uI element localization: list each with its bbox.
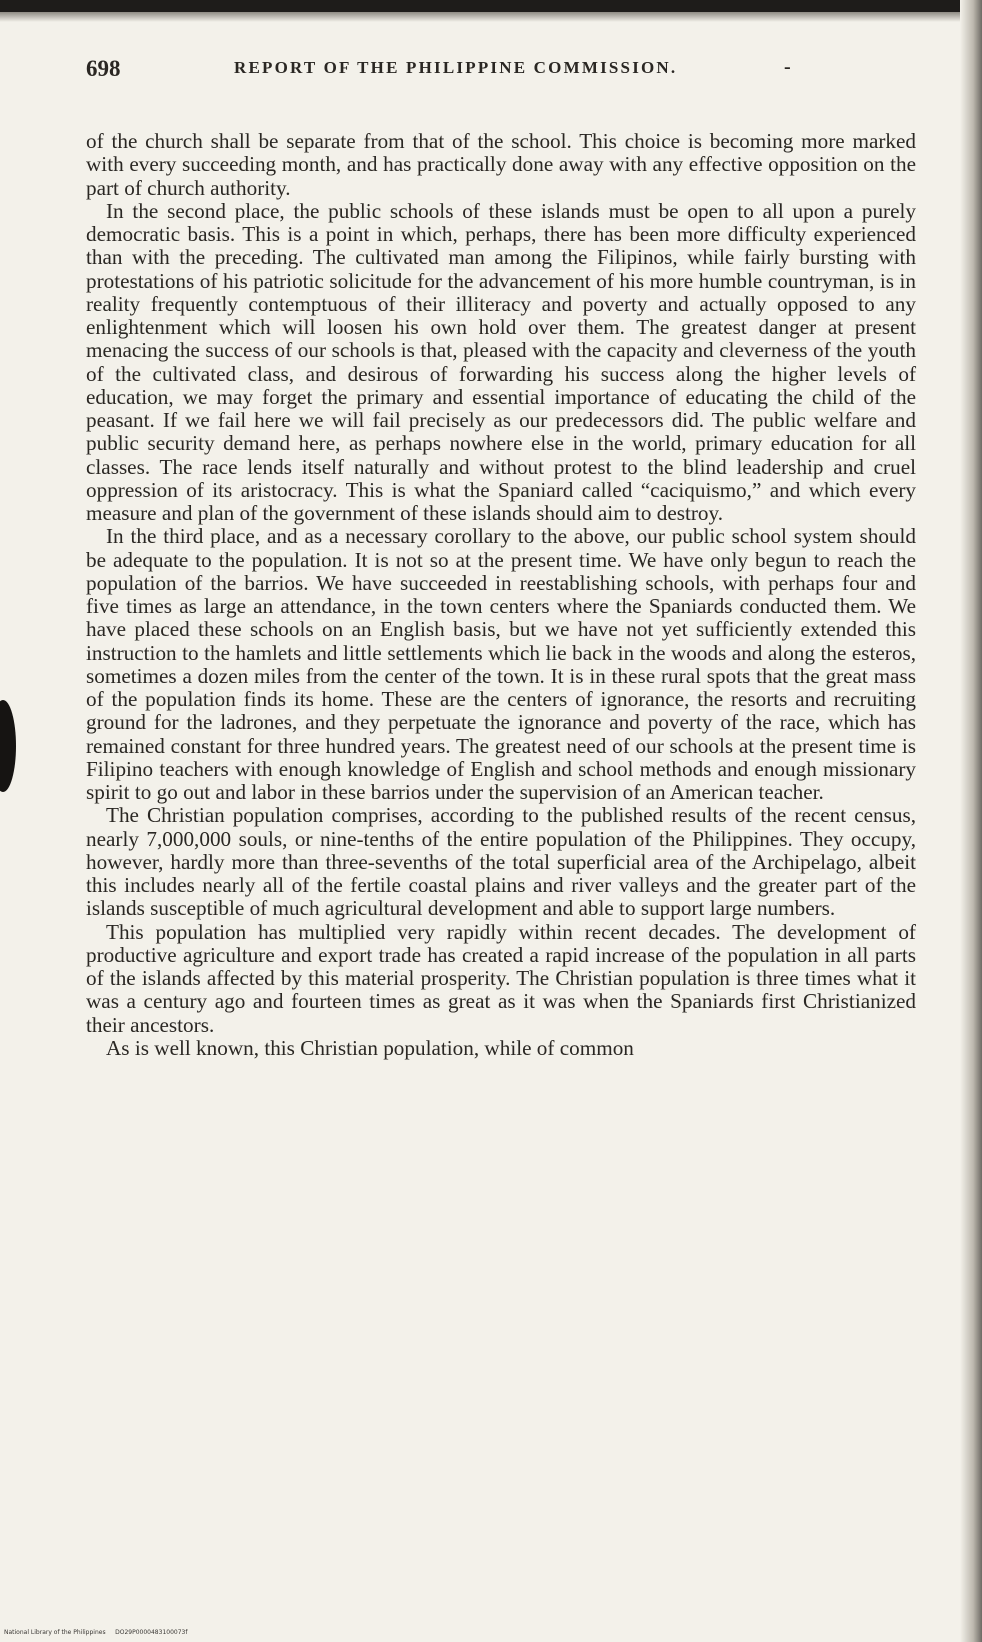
page-right-edge-shadow [960, 0, 982, 1642]
scan-top-shadow [0, 12, 982, 22]
paragraph-common-origin: As is well known, this Christian population, while of common [106, 1035, 634, 1060]
running-header [86, 56, 916, 96]
paragraph-christian-population: The Christian population comprises, according to the published results of the recent census, nearly 7,000,000 souls, or nine-tenths of the entire population of the Philippines. They occupy, however, hardly more than three-sevenths of the total superficial area of the Archipelago, albeit this includes nearly all of the fertile coastal plains and river valleys and the greater part of the islands susceptible of much agricultural development and able to support large numbers. [86, 803, 916, 921]
header-mark: - [784, 56, 791, 78]
scan-top-border [0, 0, 982, 12]
scan-code: DO29P0000483100073f [115, 1629, 188, 1636]
paragraph-population-growth: This population has multiplied very rapidly within recent decades. The development of productive agriculture and export trade has created a rapid increase of the population in all parts of the islands affected by this material prosperity. The Christian population is three times what it was a century ago and fourteen times as great as it was when the Spaniards first Christianized their ancestors. [86, 919, 916, 1037]
binding-hole-mark [0, 700, 16, 792]
page-number: 698 [86, 56, 121, 81]
paragraph-continuation: of the church shall be separate from that of the school. This choice is becoming more marked with every succeeding month, and has practically done away with any effective opposition on the part of church authority. [86, 129, 916, 200]
body-text [86, 130, 916, 1060]
document-page [86, 56, 916, 1060]
paragraph-democratic-basis: In the second place, the public schools of these islands must be open to all upon a purely democratic basis. This is a point in which, perhaps, there has been more difficulty experienced than with the preceding. The cultivated man among the Filipinos, while fairly bursting with protestations of his patriotic solicitude for the advancement of his more humble countryman, is in reality frequently contemptuous of their illiteracy and poverty and actually opposed to any enlightenment which will loosen his own hold over them. The greatest danger at present menacing the success of our schools is that, pleased with the capacity and cleverness of the youth of the cultivated class, and desirous of forwarding his success along the higher levels of education, we may forget the primary and essential importance of educating the child of the peasant. If we fail here we will fail precisely as our predecessors did. The public welfare and public security demand here, as perhaps nowhere else in the world, primary education for all classes. The race lends itself naturally and without protest to the blind leadership and cruel oppression of its aristocracy. This is what the Spaniard called “caciquismo,” and which every measure and plan of the government of these islands should aim to destroy. [86, 198, 916, 525]
paragraph-adequate-system: In the third place, and as a necessary corollary to the above, our public school system should be adequate to the population. It is not so at the present time. We have only begun to reach the population of the barrios. We have succeeded in reestablishing schools, with perhaps four and five times as large an attendance, in the town centers where the Spaniards conducted them. We have placed these schools on an English basis, but we have not yet sufficiently extended this instruction to the hamlets and little settlements which lie back in the woods and along the esteros, sometimes a dozen miles from the center of the town. It is in these rural spots that the great mass of the population finds its home. These are the centers of ignorance, the resorts and recruiting ground for the ladrones, and they perpetuate the ignorance and poverty of the race, which has remained constant for three hundred years. The greatest need of our schools at the present time is Filipino teachers with enough knowledge of English and school methods and enough missionary spirit to go out and labor in these barrios under the supervision of an American teacher. [86, 524, 916, 804]
scan-footer [4, 1629, 187, 1636]
library-credit: National Library of the Philippines [4, 1629, 106, 1636]
running-title: REPORT OF THE PHILIPPINE COMMISSION. [234, 58, 678, 77]
